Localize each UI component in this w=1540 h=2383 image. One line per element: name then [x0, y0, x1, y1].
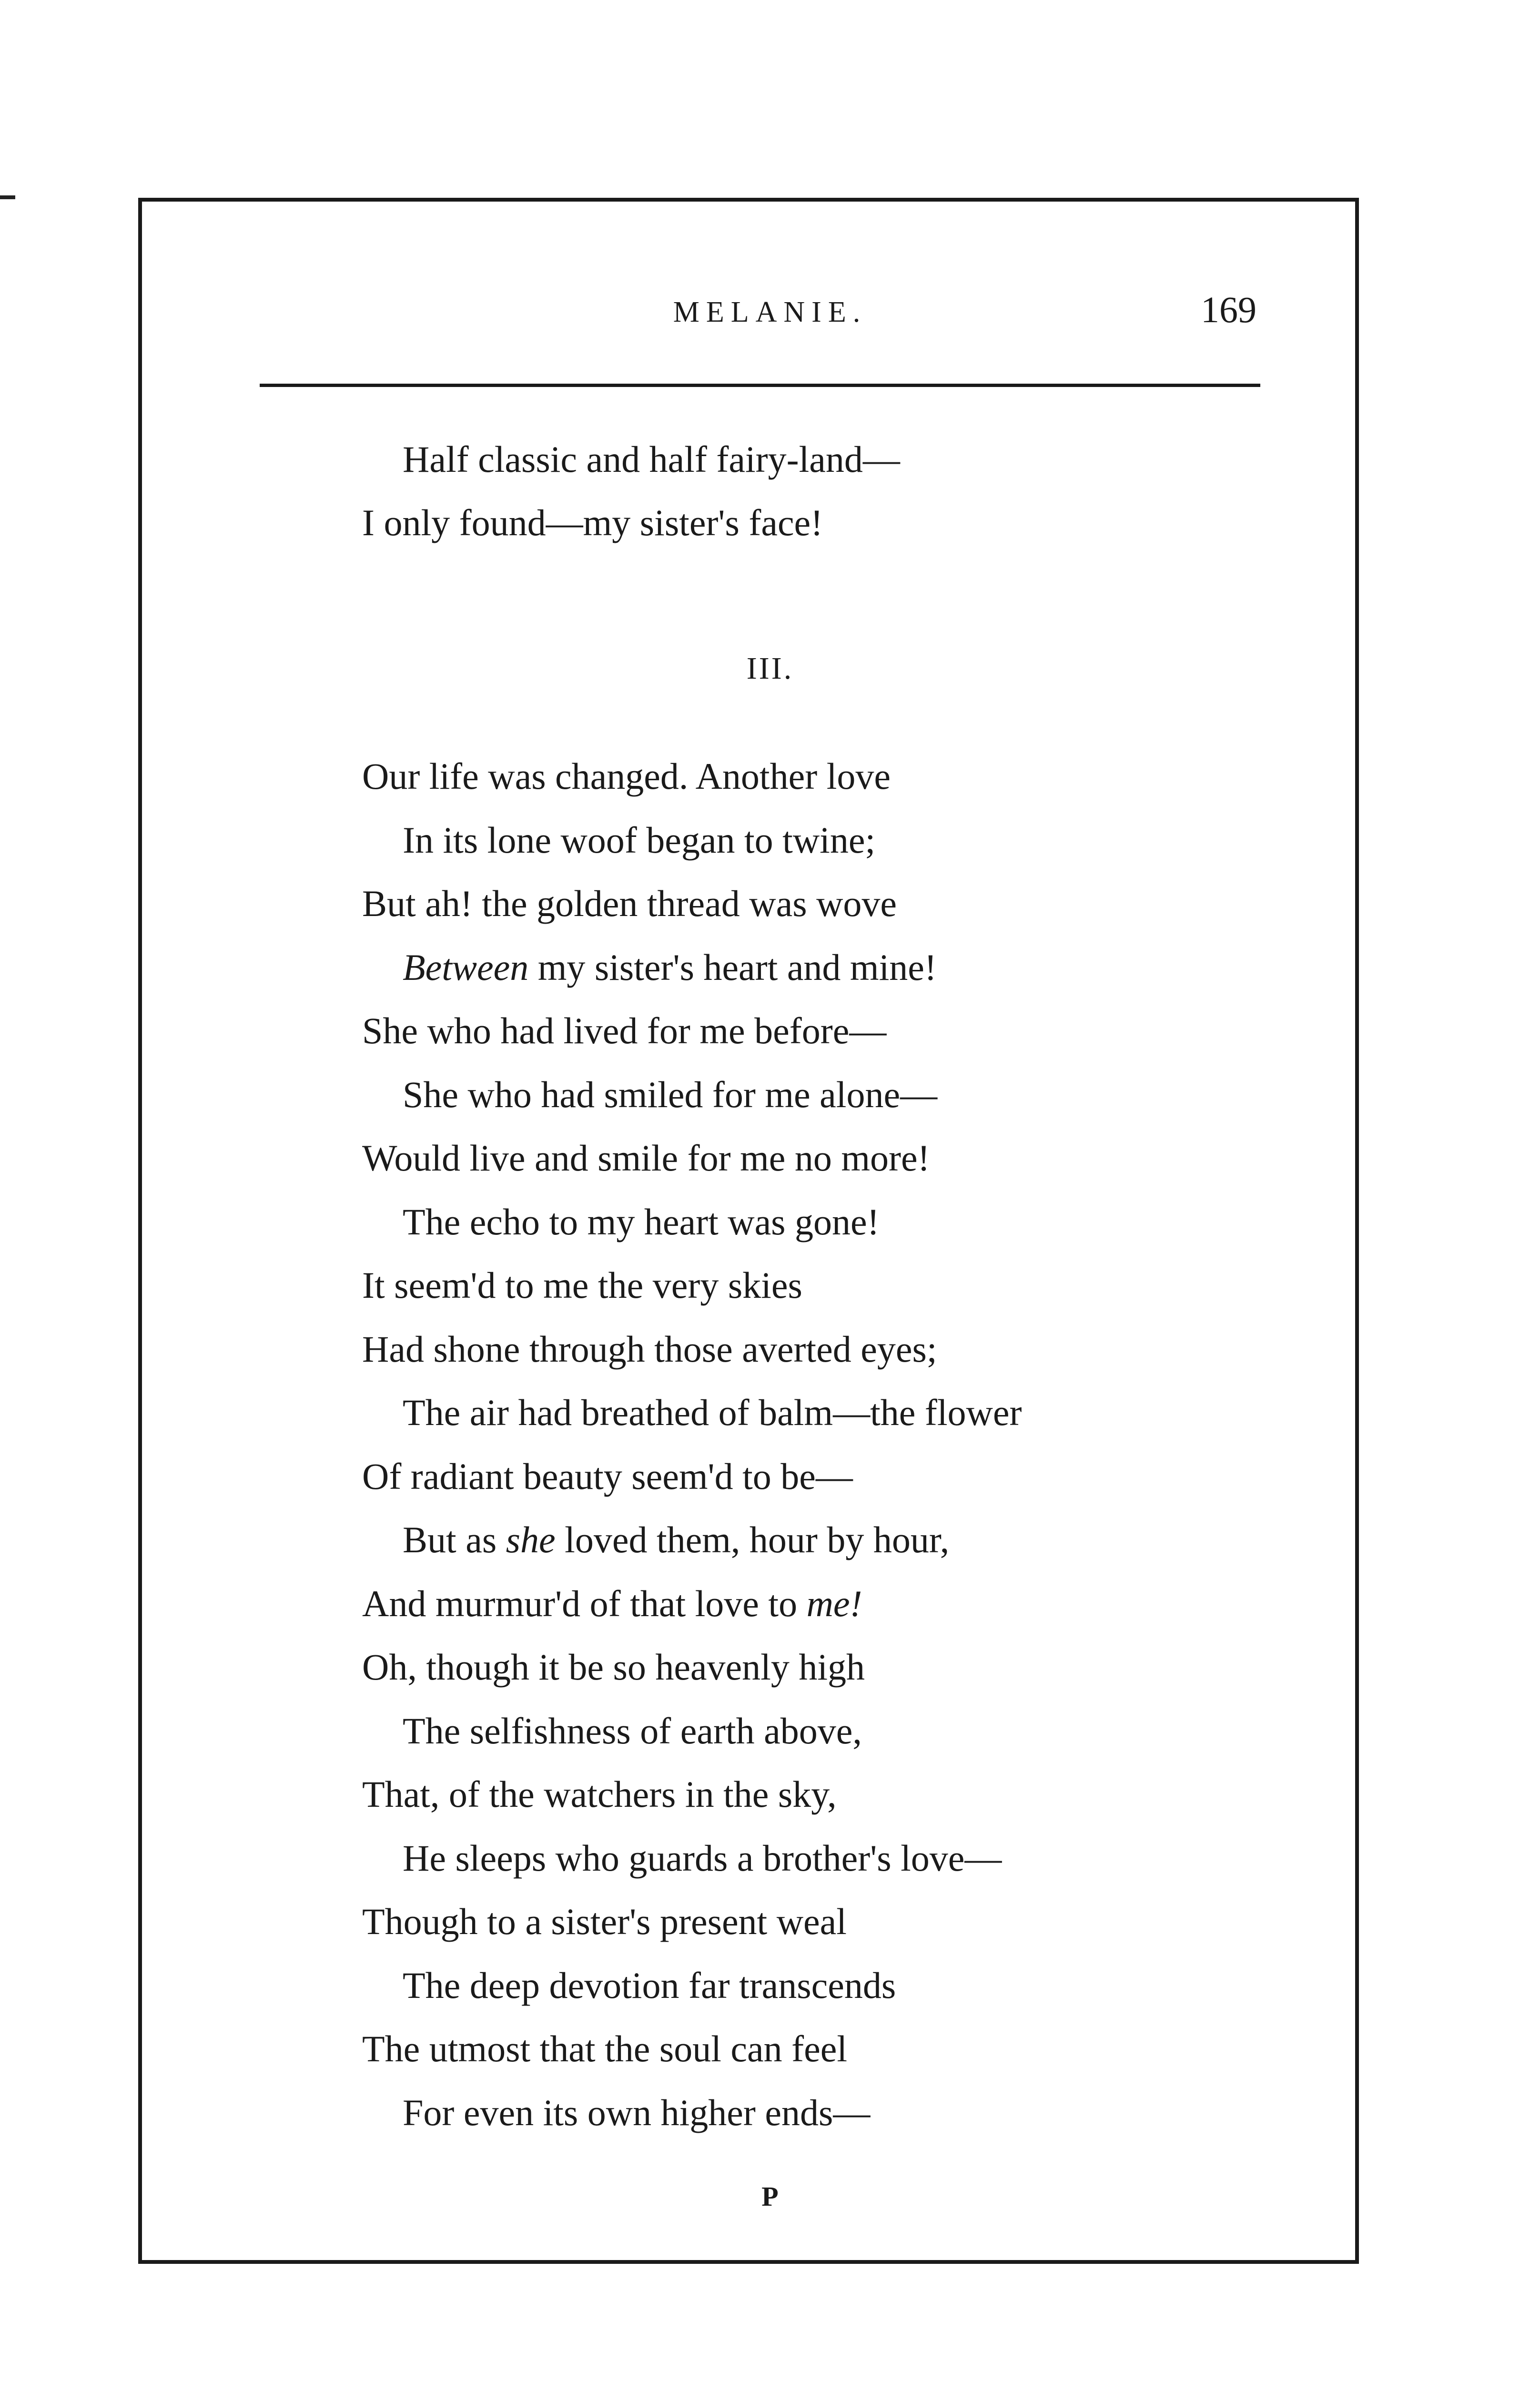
poem-line — [403, 949, 937, 986]
poem-line — [362, 1458, 853, 1495]
poem-line — [403, 2094, 870, 2131]
page-number: 169 — [1201, 289, 1256, 330]
poem-line-segment: The air had breathed of balm—the flower — [403, 1392, 1022, 1433]
poem-line-segment: The selfishness of earth above, — [403, 1710, 862, 1752]
poem-line — [403, 1712, 862, 1750]
poem-line-segment: Our life was changed. Another love — [362, 755, 891, 797]
poem-line-segment: Though to a sister's present weal — [362, 1901, 847, 1942]
poem-line-segment: The deep devotion far transcends — [403, 1965, 896, 2006]
poem-line-segment: In its lone woof began to twine; — [403, 819, 876, 861]
poem-line-segment: Had shone through those averted eyes; — [362, 1328, 937, 1370]
poem-line — [362, 1328, 937, 1370]
poem-line-segment: The utmost that the soul can feel — [362, 2028, 848, 2069]
poem-line-segment: But ah! the golden thread was wove — [362, 883, 897, 924]
poem-line-segment: It seem'd to me the very skies — [362, 1264, 802, 1306]
poem-line — [403, 1837, 1002, 1879]
poem-line-segment: Would live and smile for me no more! — [362, 1137, 930, 1179]
poem-line-segment: For even its own higher ends— — [403, 2092, 871, 2133]
poem-line — [362, 1903, 847, 1940]
poem-line — [362, 1137, 930, 1179]
poem-line — [362, 2030, 847, 2067]
poem-line-segment: Of radiant beauty seem'd to be— — [362, 1456, 853, 1497]
poem-line-segment: loved them, hour by hour, — [555, 1519, 950, 1560]
poem-line-italic-segment: me! — [806, 1583, 862, 1624]
poem-line — [362, 1012, 886, 1049]
poem-line-segment: my sister's heart and mine! — [528, 947, 937, 988]
section-number: III. — [746, 651, 794, 686]
poem-line — [362, 755, 891, 797]
poem-line-segment: Oh, though it be so heavenly high — [362, 1646, 865, 1688]
poem-line-segment: That, of the watchers in the sky, — [362, 1773, 837, 1815]
signature-mark: P — [761, 2181, 779, 2212]
poem-line-segment: The echo to my heart was gone! — [403, 1201, 880, 1242]
poem-line — [362, 885, 897, 922]
poem-line — [403, 1394, 1022, 1431]
poem-line — [362, 1773, 837, 1815]
poem-line — [403, 1521, 949, 1558]
poem-line — [362, 1585, 862, 1622]
poem-line — [362, 1264, 802, 1306]
poem-line-italic-segment: she — [506, 1519, 556, 1560]
poem-line: Half classic and half fairy-land— — [403, 438, 900, 480]
poem-line-segment: She who had smiled for me alone— — [403, 1074, 938, 1115]
poem-line: I only found—my sister's face! — [362, 502, 823, 543]
poem-line — [403, 819, 876, 861]
poem-line — [403, 1076, 937, 1113]
poem-line — [362, 1646, 865, 1688]
poem-line-segment: And murmur'd of that love to — [362, 1583, 807, 1624]
poem-line — [403, 1203, 880, 1241]
poem-line — [403, 1967, 896, 2004]
poem-line-italic-segment: Between — [403, 947, 529, 988]
poem-line-segment: He sleeps who guards a brother's love— — [403, 1837, 1002, 1879]
running-title: MELANIE. — [673, 296, 867, 328]
poem-line-segment: But as — [403, 1519, 506, 1560]
poem-line-segment: She who had lived for me before— — [362, 1010, 887, 1051]
